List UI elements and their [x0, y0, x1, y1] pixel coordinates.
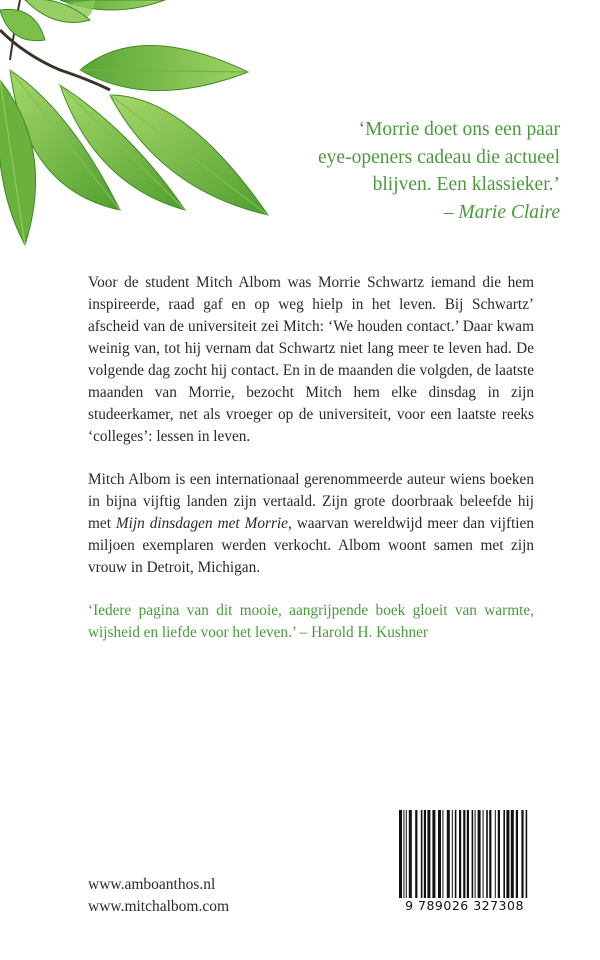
author-text: Mitch Albom is een internationaal gerenommeerde auteur wiens boeken in bijna vijftig landen zijn vertaald. Zijn grote doorbraak beleefde hij met: [88, 471, 534, 532]
quote-source: – Marie Claire: [443, 201, 560, 223]
author-paragraph: [88, 469, 534, 579]
book-title: Mijn dinsdagen met Morrie: [115, 515, 288, 532]
url-publisher: www.amboanthos.nl: [88, 876, 216, 893]
url-author: www.mitchalbom.com: [88, 898, 230, 915]
quote-line: blijven. Een klassieker.’: [372, 174, 560, 195]
blurb-paragraph: Voor de student Mitch Albom was Morrie Schwartz iemand die hem inspireerde, raad gaf en op weg hielp in het leven. Bij Schwartz’ afscheid van de universiteit zei Mitch: ‘We houden contact.’ Daar kwam weinig van, tot hij vernam dat Schwartz niet lang meer te leven had. De volgende dag zocht hij contact. En in de maanden die volgden, de laatste maanden van Morrie, bezocht Mitch hem elke dinsdag in zijn studeerkamer, net als vroeger op de universiteit, voor een laatste reeks ‘colleges’: lessen in leven.: [88, 274, 534, 445]
quote-line: ‘Morrie doet ons een paar: [358, 119, 560, 140]
urls: [88, 874, 229, 918]
author-text-end: , waarvan wereldwijd meer dan vijftien miljoen exemplaren werden verkocht. Albom woont samen met zijn vrouw in Detroit, Michigan.: [88, 515, 534, 576]
blurb: [88, 272, 534, 665]
cover-quote: [260, 116, 560, 226]
barcode-digits: 9 789026 327308: [396, 898, 533, 913]
quote-line: eye-openers cadeau die actueel: [318, 146, 560, 168]
review-quote: ‘Iedere pagina van dit mooie, aangrijpende boek gloeit van warmte, wijsheid en liefde voor het leven.’ – Harold H. Kushner: [88, 602, 534, 641]
leaves-illustration: [0, 0, 275, 250]
